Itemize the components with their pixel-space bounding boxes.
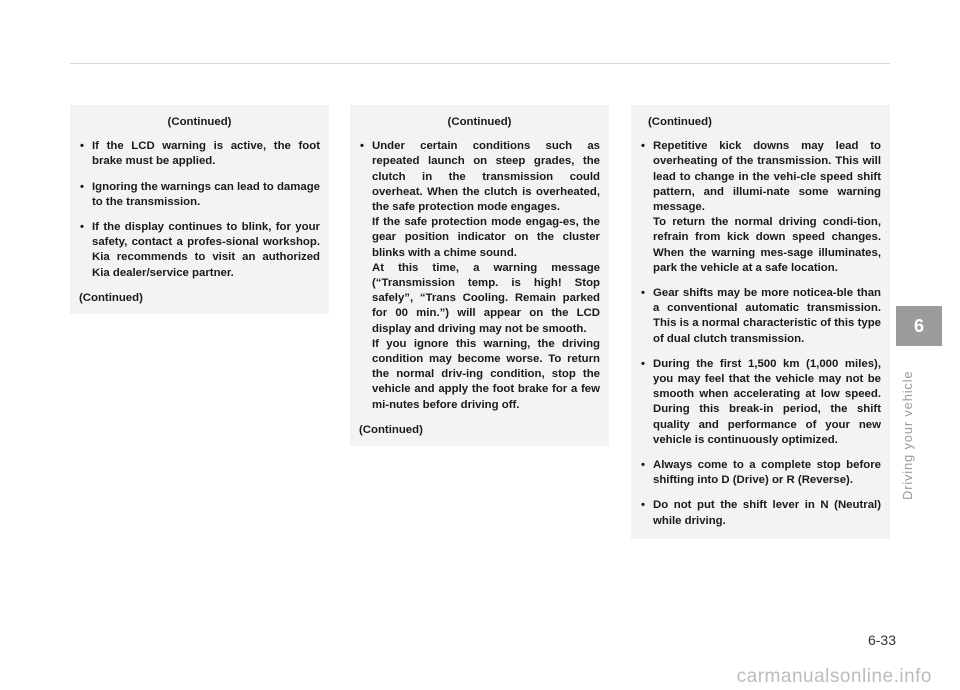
continued-header: (Continued) [447,116,512,128]
list-item: • During the first 1,500 km (1,000 miles), you may feel that the vehicle may not be smooth when accelerating at low speed. During this break-in period, the shift quality and performance of your new vehicle is continuously optimized. [640,357,881,448]
text-column-1 [70,105,329,314]
list-item: • If the display continues to blink, for your safety, contact a profes-sional workshop. Kia recommends to visit an authorized Kia dealer/service partner. [79,220,320,281]
list-paragraph: • Repetitive kick downs may lead to overheating of the transmission. This will lead to change in the vehi-cle speed shift pattern, and illumi-nate some warning message. [653,140,881,214]
top-rule [70,63,890,64]
page-number: 6-33 [867,632,896,648]
list-paragraph: At this time, a warning message (“Transmission temp. is high! Stop safely”, “Trans Cooling. Remain parked for 00 min.”) will appear on the LCD display and driving may not be smooth. [372,261,600,335]
watermark: carmanualsonline.info [736,666,932,687]
text-column-2 [350,105,609,446]
list-item [359,139,600,413]
continued-header: (Continued) [167,116,232,128]
list-paragraph: To return the normal driving condi-tion, refrain from kick down speed changes. When the warning mes-sage illuminates, park the vehicle at a safe location. [653,216,881,274]
continued-footer: (Continued) [359,423,423,436]
list-item: • Do not put the shift lever in N (Neutral) while driving. [640,498,881,528]
continued-footer: (Continued) [79,291,143,304]
continued-header: (Continued) [648,116,712,128]
bullet-list [640,139,881,529]
chapter-tab: 6 [896,306,942,346]
list-item [640,139,881,276]
list-item: • Ignoring the warnings can lead to damage to the transmission. [79,180,320,210]
list-paragraph: • Under certain conditions such as repeated launch on steep grades, the clutch in the transmission could overheat. When the clutch is overheated, the safe protection mode engages. [372,140,600,214]
text-column-3 [631,105,890,539]
list-item: • Gear shifts may be more noticea-ble than a conventional automatic transmission. This is a normal characteristic of this type of dual clutch transmission. [640,286,881,347]
bullet-list [359,139,600,413]
chapter-label: Driving your vehicle [900,370,915,500]
list-item: • If the LCD warning is active, the foot brake must be applied. [79,139,320,169]
list-paragraph: If you ignore this warning, the driving condition may become worse. To return the normal driv-ing condition, stop the vehicle and apply the foot brake for a few mi-nutes before driving off. [372,337,600,411]
bullet-list [79,139,320,281]
list-paragraph: If the safe protection mode engag-es, the gear position indicator on the cluster blinks with a chime sound. [372,216,600,259]
list-item: • Always come to a complete stop before shifting into D (Drive) or R (Reverse). [640,458,881,488]
